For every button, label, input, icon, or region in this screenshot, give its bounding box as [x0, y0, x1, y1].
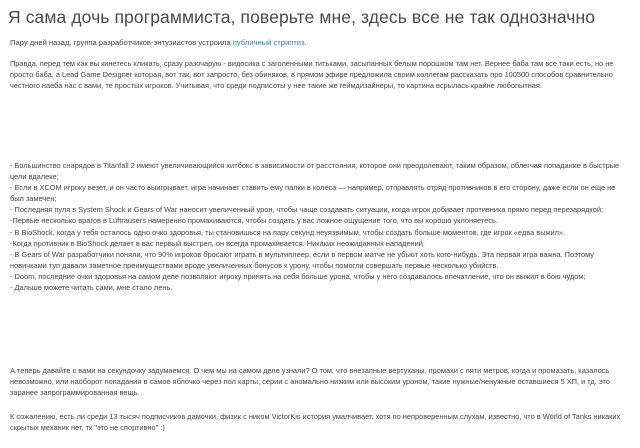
list-item: - Если в XCOM игроку везет, и он часто выигрывает, игра начинает ставить ему палки в колеса — например, отправлять отряд противников в его сторону, даже если он еще не был замечен; — [10, 183, 616, 204]
intro-text: Пару дней назад, группа разработчиков-энтузиастов устроила — [10, 38, 233, 47]
paragraph-4: К сожалению, есть ли среди 13 тысяч подписчиков дамочки, физик с ником VictorKis история умалчивает, хотя по непроверенным слухам, известно, что в World of Tanks никаких скрытых механик нет, тк "это не спортивно" :) — [10, 412, 621, 433]
paragraph-1: Правда, перед тем как вы кинетесь кликать, сразу разочарую - видосика с заголенными титьками, засыпанных белым порошком там нет. Вернее баба там все таки есть, но не просто баба, а Lead Game Designer которая, вот так, вот запросто, без обиняков, в прямом эфире предложила своим коллегам рассказать про 100500 способов сравнительно честного наеба нас с вами, те простых игроков. Учитывая, что среди подписоты у нее такие же геймдизайнеры, то картина всрылась крайне любопытная. — [10, 59, 614, 91]
post-title: Я сама дочь программиста, поверьте мне, здесь все не так однозначно — [8, 7, 596, 27]
list-item: - Дальше можете читать сами, мне стало лень. — [10, 283, 173, 293]
list-item: - Последняя пуля в System Shock и Gears of War наносит увеличенный урон, чтобы чаще создавать ситуации, когда игрок добивает противника прямо перед перезарядкой; — [10, 205, 604, 215]
intro-link[interactable]: публичный стриптиз — [232, 38, 305, 47]
list-item: -Первые несколько врагов в Luftrausers намеренно промахиваются, чтобы создать у вас ложное ощущение того, что вы хорошо уклоняетесь. — [10, 216, 498, 226]
intro-suffix: . — [304, 38, 307, 47]
list-item: - В Gears of War разработчики поняли, что 90% игроков бросают играть в мультиплеер, если в первом матче не убьют хоть кого-нибудь. Эта первая игра важна. Поэтому новичками туп давали заметное преимуществами вроде увеличенных бонусов к урону, чтобы помогли совершать первые несколько убийств. — [10, 249, 594, 270]
paragraph-3: А теперь давайте с вами на секундочку задумаемся. О чем мы на самом деле узнали? О том, что внезапные вертуханы, промахи с пяти метров, когда и промазать, казалось невозможно, или наоборот попадания в самое яблочко через пол карты, серии с аномально низким или высоким уроном, такие нужные/ненужные оставшиеся 5 ХП, и тд. это заранее запрограммированная вещь. — [10, 366, 610, 398]
list-item: -Когда противник в BioShock делает в вас первый выстрел, он всегда промахивается. Никаких неожиданных нападений. — [10, 238, 425, 248]
list-item: - В BioShock, когда у тебя осталось одно очко здоровья, ты становишься на пару секунд неуязвимым, чтобы создать больше моментов, где игрок «едва выжил». — [10, 227, 566, 237]
tricks-list — [10, 160, 628, 293]
post-intro — [10, 37, 630, 48]
list-item: - Большинство снарядов в Titanfall 2 имеют увеличивающийся хитбокс в зависимости от расстояния, которое они преодолевают, таким образом, облегчая попадание в быстрые цели вдалеке; — [10, 161, 620, 182]
list-item: - Doom, последние очки здоровья на самом деле позволяют игроку принять на себя больше урона, чтобы у него создавалось впечатление, что он выжил в бою чудом; — [10, 271, 586, 281]
